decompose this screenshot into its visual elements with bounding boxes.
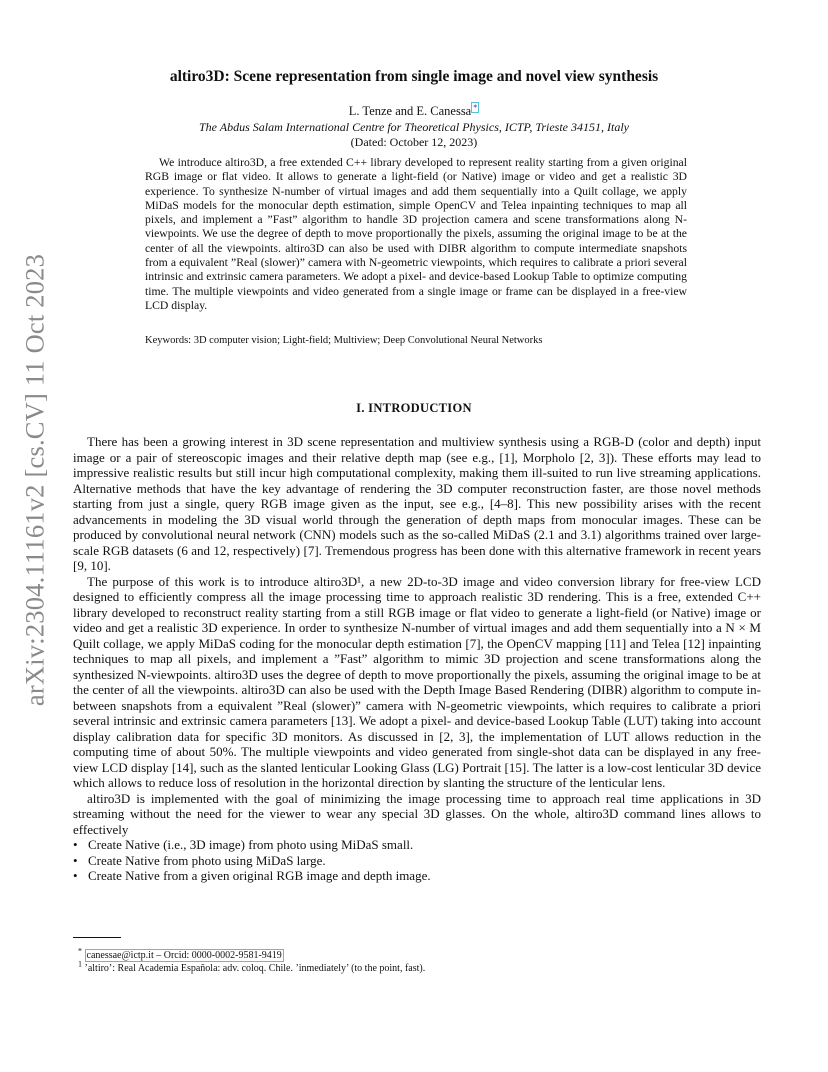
footnote-mark: 1 (78, 959, 82, 969)
section-heading-introduction: I. INTRODUCTION (356, 401, 472, 415)
abstract: We introduce altiro3D, a free extended C++ library developed to represent reality starting from a given original RGB image or flat video. It allows to generate a light-field (or Native) image or video and get a realistic 3D experience. To synthesize N-number of virtual images and add them sequentially into a Quilt collage, we apply MiDaS models for the monocular depth estimation, simple OpenCV and Telea inpainting techniques to map all pixels, and implement a ”Fast” algorithm to handle 3D projection camera and scene transformations along N-viewpoints. We use the degree of depth to move proportionally the pixels, assuming the original image to be at the center of all the viewpoints. altiro3D can also be used with DIBR algorithm to compute intermediate snapshots from a equivalent ”Real (slower)” camera with N-geometric viewpoints, which requires to calibrate a priori several intrinsic and extrinsic camera parameters. We adopt a pixel- and device-based Lookup Table to optimize computing time. The multiple viewpoints and video generated from a single image or frame can be displayed in a free-view LCD display. (145, 156, 687, 312)
list-item-text: Create Native from photo using MiDaS large. (88, 852, 326, 868)
footnote-divider (73, 937, 121, 938)
list-item (73, 868, 761, 884)
paragraph: altiro3D is implemented with the goal of minimizing the image processing time to approach real time applications in 3D streaming without the need for the viewer to wear any special 3D glasses. On the whole, altiro3D command lines allows to effectively (73, 790, 761, 837)
list-item (73, 853, 761, 869)
author-names: L. Tenze and E. Canessa (348, 104, 472, 118)
date-line: (Dated: October 12, 2023) (350, 135, 478, 149)
author-line (0, 104, 828, 119)
paper-title: altiro3D: Scene representation from single image and novel view synthesis (169, 68, 659, 85)
bullet-icon: • (73, 852, 78, 868)
affiliation: The Abdus Salam International Centre for Theoretical Physics, ICTP, Trieste 34151, Italy (199, 120, 629, 134)
arxiv-sidebar-stamp (19, 253, 50, 707)
introduction-body (73, 434, 761, 884)
footnote-email (78, 946, 758, 962)
list-item-text: Create Native (i.e., 3D image) from photo using MiDaS small. (88, 837, 414, 852)
feature-list (73, 837, 761, 884)
footnote-altiro (78, 959, 758, 975)
bullet-icon: • (73, 868, 78, 883)
arxiv-identifier: arXiv:2304.11161v2 [cs.CV] 11 Oct 2023 (19, 253, 50, 707)
author-footnote-link[interactable]: * (473, 102, 478, 112)
bullet-icon: • (73, 837, 78, 852)
list-item (73, 837, 761, 853)
footnote-mark: * (78, 946, 82, 956)
footnote-text: ’altiro’: Real Academia Española: adv. coloq. Chile. ’inmediately’ (to the point, fast). (84, 963, 426, 974)
keywords: Keywords: 3D computer vision; Light-field; Multiview; Deep Convolutional Neural Networks (145, 335, 543, 346)
email-link[interactable]: canessae@ictp.it – Orcid: 0000-0002-9581-9419 (86, 950, 282, 961)
list-item-text: Create Native from a given original RGB image and depth image. (88, 868, 431, 883)
footnotes (78, 946, 758, 975)
paragraph: There has been a growing interest in 3D scene representation and multiview synthesis using a RGB-D (color and depth) input image or a pair of stereoscopic images and their relative depth map (see e.g., [1], Morpholo [2, 3]). These efforts may lead to impressive realistic results but still incur high computational complexity, making them ill-suited to run live streaming applications. Alternative methods that have the key advantage of rendering the 3D computer reconstruction faster, are those novel methods starting from just a single, query RGB image given as the input, see e.g., [4–8]. This new possibility arises with the recent advancements in modeling the 3D visual world through the generation of depth maps from monocular images. These can be produced by convolutional neural network (CNN) models such as the so-called MiDaS (2.1 and 3.1) algorithms trained over large-scale RGB datasets (6 and 12, respectively) [7]. Tremendous progress has been done with this alternative framework in recent years [9, 10]. (73, 434, 761, 573)
paragraph: The purpose of this work is to introduce altiro3D¹, a new 2D-to-3D image and video conversion library for free-view LCD designed to efficiently compress all the image processing time to approach realistic 3D rendering. This is a free, extended C++ library developed to reconstruct reality starting from a still RGB image or flat video to generate a light-field (or Native) image or video and get a realistic 3D experience. In order to synthesize N-number of virtual images and add them sequentially into a N × M Quilt collage, we apply MiDaS coding for the monocular depth estimation [7], the OpenCV mapping [11] and Telea [12] inpainting techniques to map all pixels, and implement a ”Fast” algorithm to mimic 3D projection and scene transformations along the synthesized N-viewpoints. altiro3D uses the degree of depth to move proportionally the pixels, assuming the original image to be at the center of all the viewpoints. altiro3D can also be used with the Depth Image Based Rendering (DIBR) algorithm to compute in-between snapshots from a equivalent ”Real (slower)” camera with N-geometric viewpoints, which requires to calibrate a priori several intrinsic and extrinsic camera parameters [13]. We adopt a pixel- and device-based Lookup Table (LUT) taking into account display calibration data for specific 3D monitors. As discussed in [2, 3], the implementation of LUT allows reduction in the computing time of about 50%. The multiple viewpoints and video generated from single-shot data can be displayed in any free-view LCD display [14], such as the slanted lenticular Looking Glass (LG) Portrait [15]. The latter is a low-cost lenticular 3D device which allows to reduce loss of resolution in the horizontal direction by slanting the structure of the lenticular lens. (73, 573, 761, 790)
